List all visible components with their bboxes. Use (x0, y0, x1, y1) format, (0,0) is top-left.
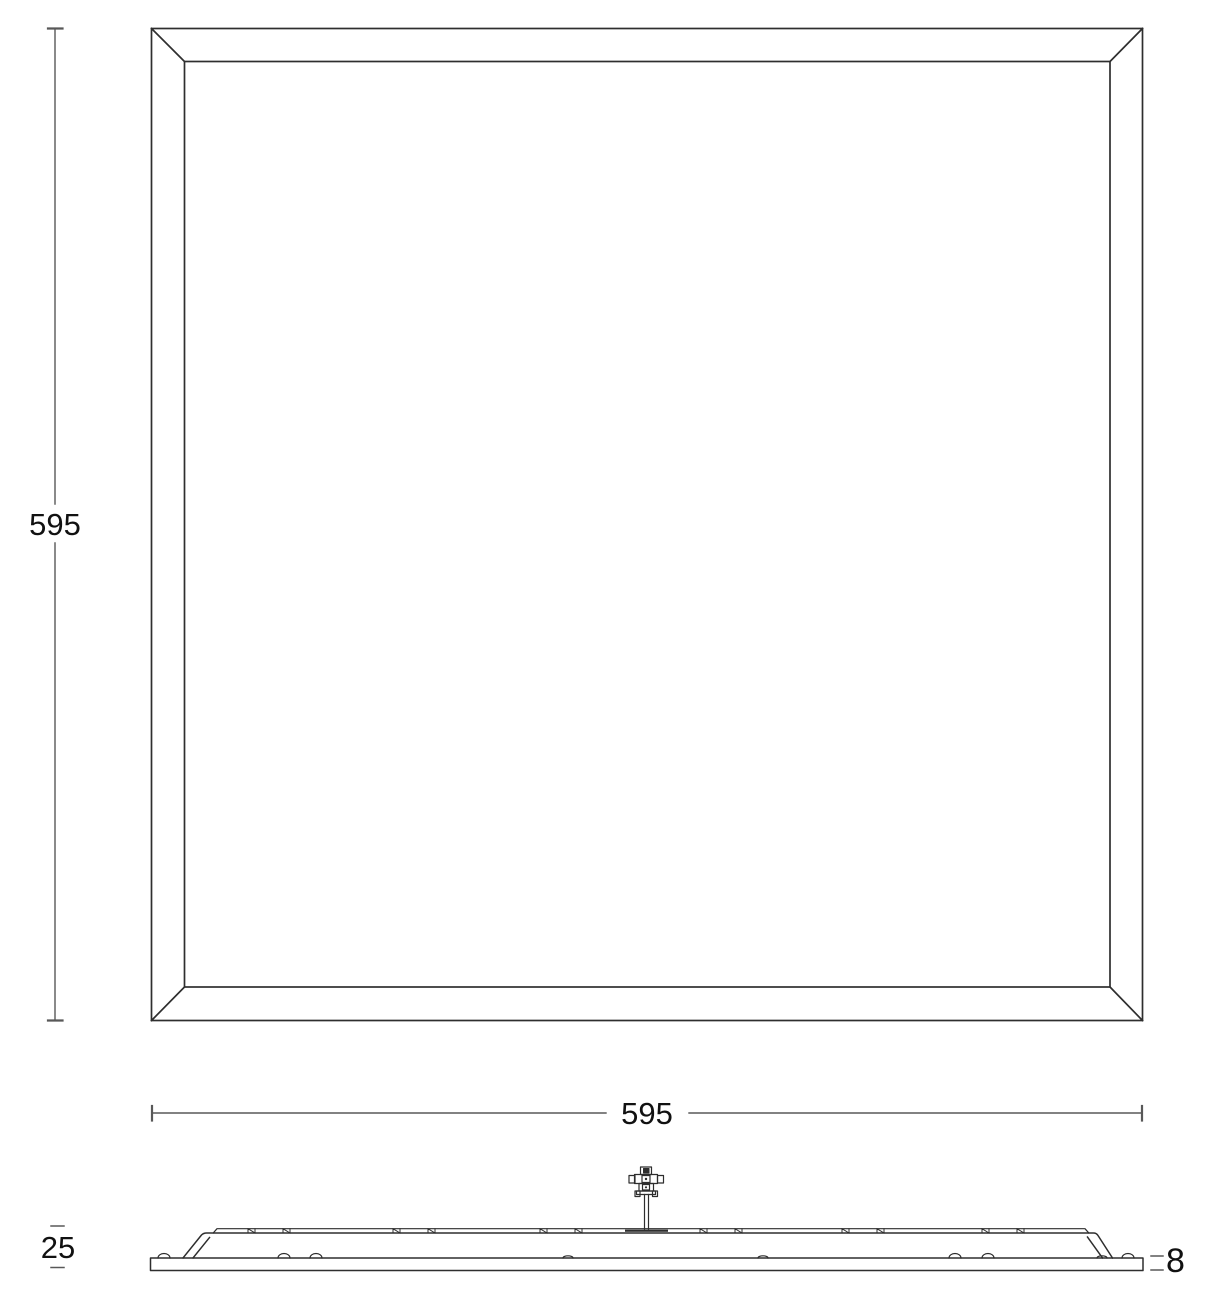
panel-outer-frame (152, 29, 1143, 1021)
frame-miter-top-right (1110, 29, 1143, 62)
rear-housing-outline (183, 1233, 1113, 1258)
connector-main-pin (645, 1178, 647, 1180)
frame-miter-bottom-right (1110, 987, 1143, 1021)
panel-inner-frame (185, 62, 1111, 988)
rear-housing-inner-slant-left (193, 1238, 210, 1259)
thickness-dimension-label: 8 (1166, 1242, 1185, 1280)
thickness-dimension (1151, 1256, 1163, 1270)
panel-face-profile (151, 1258, 1144, 1271)
connector-base-strip (625, 1230, 668, 1232)
side-view (151, 1167, 1144, 1271)
connector-lower-pin (645, 1186, 647, 1188)
frame-miter-top-left (152, 29, 185, 62)
front-view (152, 29, 1143, 1021)
frame-miter-bottom-left (152, 987, 185, 1021)
connector-foot-left (635, 1191, 640, 1197)
cable-connector (629, 1167, 664, 1229)
connector-wing-right (658, 1176, 664, 1184)
width-dimension-label: 595 (621, 1096, 673, 1131)
depth-dimension-label: 25 (40, 1230, 76, 1265)
height-dimension-label: 595 (29, 507, 81, 542)
connector-cap-slot (644, 1169, 650, 1174)
